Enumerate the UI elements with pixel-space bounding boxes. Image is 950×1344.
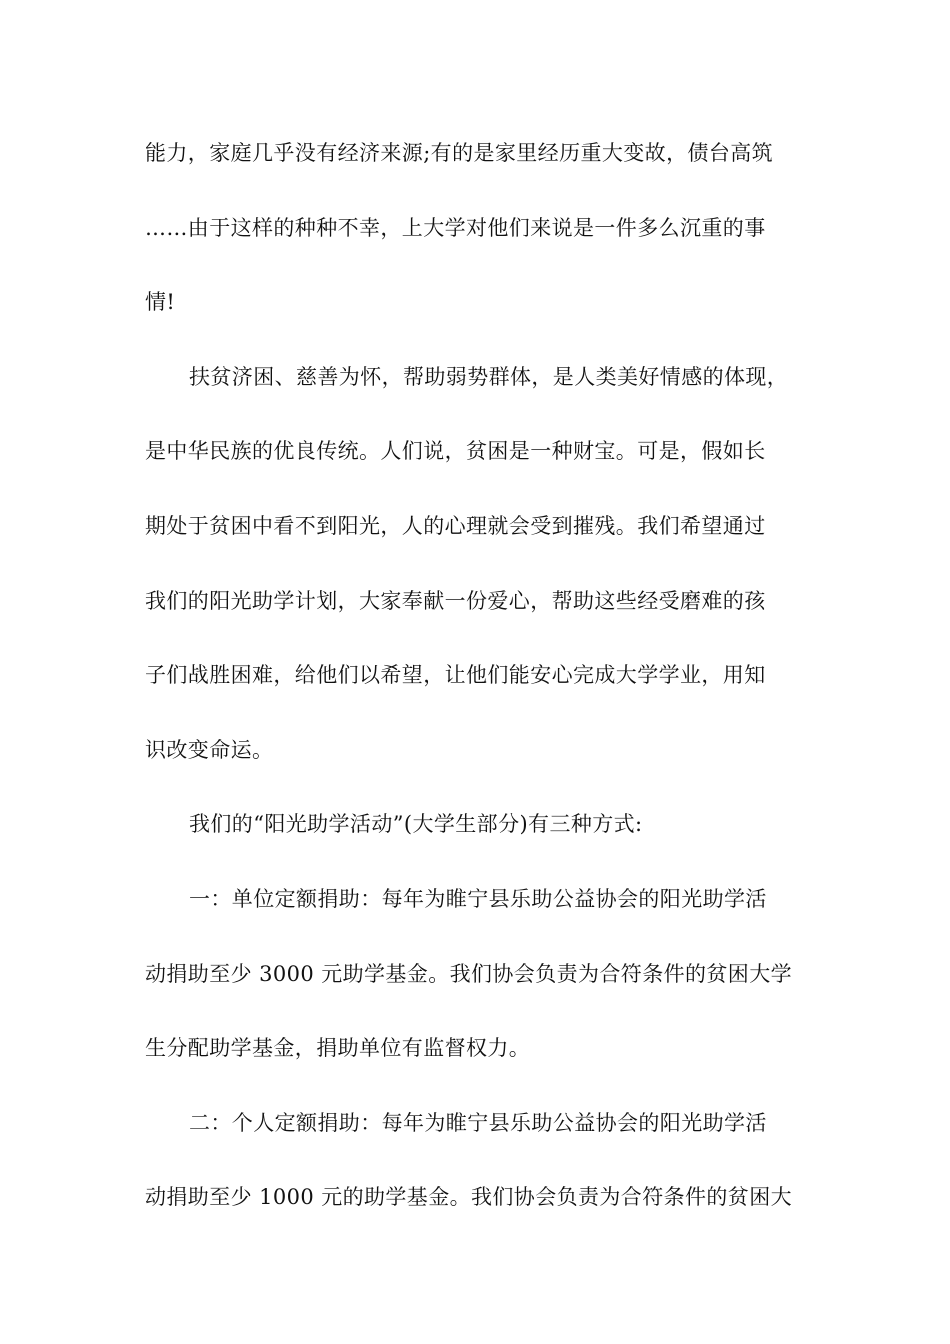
text-line: 是中华民族的优良传统。人们说，贫困是一种财宝。可是，假如长	[145, 439, 766, 464]
text-line: 能力，家庭几乎没有经济来源;有的是家里经历重大变故，债台高筑	[145, 141, 774, 165]
text-line: ……由于这样的种种不幸，上大学对他们来说是一件多么沉重的事	[145, 215, 766, 240]
document-page	[145, 128, 810, 1247]
text-line: 子们战胜困难，给他们以希望，让他们能安心完成大学学业，用知	[145, 663, 766, 688]
text-line: 期处于贫困中看不到阳光，人的心理就会受到摧残。我们希望通过	[145, 513, 766, 538]
text-line: 情!	[145, 290, 176, 315]
text-line: 二：个人定额捐助：每年为睢宁县乐助公益协会的阳光助学活	[189, 1110, 767, 1135]
text-line: 动捐助至少 1000 元的助学基金。我们协会负责为合符条件的贫困大	[145, 1185, 792, 1210]
text-line: 我们的阳光助学计划，大家奉献一份爱心，帮助这些经受磨难的孩	[145, 588, 766, 613]
text-line: 扶贫济困、慈善为怀，帮助弱势群体，是人类美好情感的体现，	[189, 364, 789, 389]
text-line: 动捐助至少 3000 元助学基金。我们协会负责为合符条件的贫困大学	[145, 961, 792, 986]
text-line: 识改变命运。	[145, 737, 274, 762]
text-line: 我们的“阳光助学活动”(大学生部分)有三种方式:	[189, 812, 643, 837]
text-line: 一：单位定额捐助：每年为睢宁县乐助公益协会的阳光助学活	[189, 886, 767, 911]
text-line: 生分配助学基金，捐助单位有监督权力。	[145, 1036, 531, 1061]
